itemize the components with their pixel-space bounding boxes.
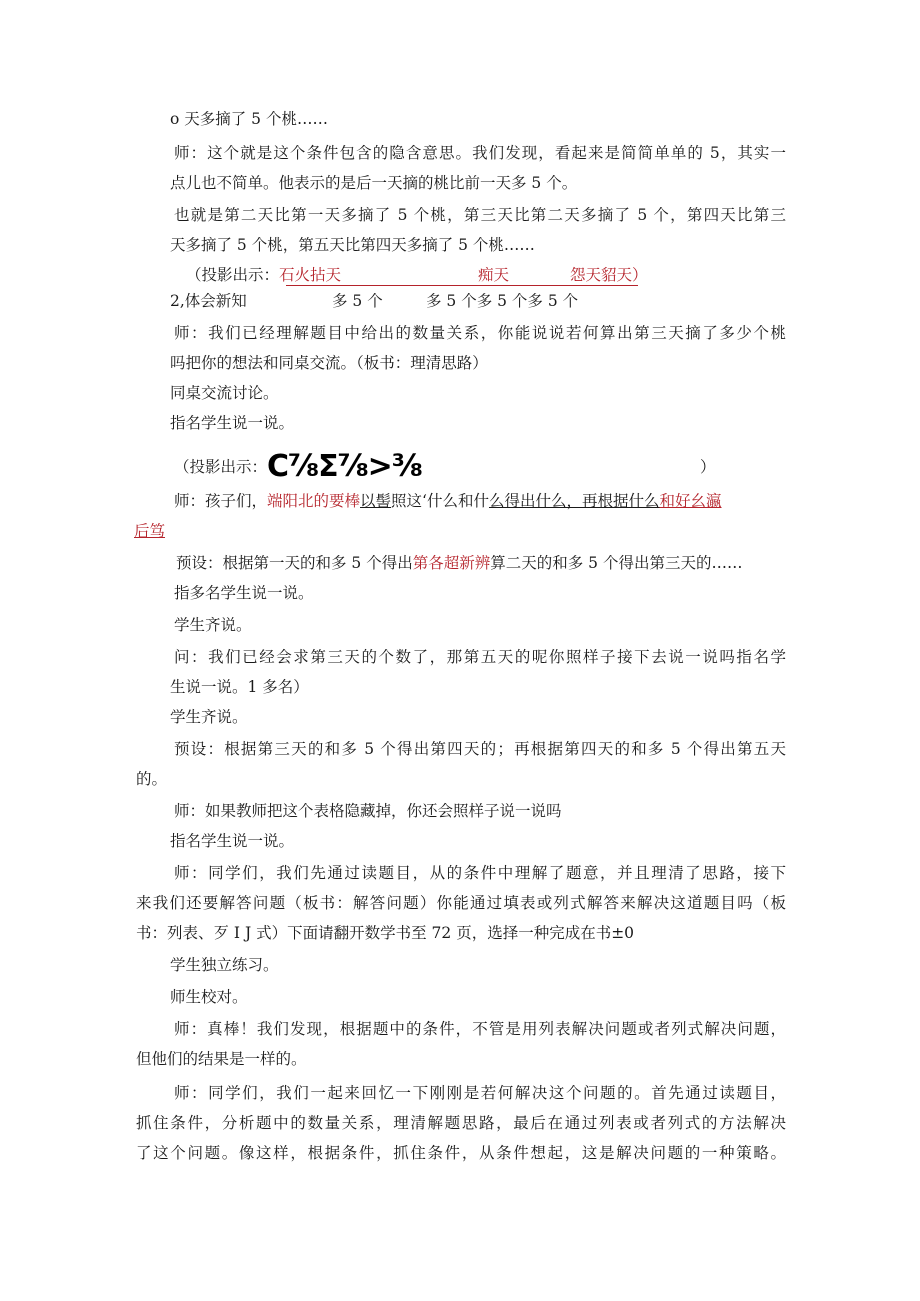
text-segment: 多 5 个 [332, 292, 383, 310]
text-line: 问：我们已经会求第三天的个数了，那第五天的呢你照样子接下去说一说吗指名学 [174, 648, 786, 666]
projection-prefix: （投影出示： [186, 266, 280, 284]
text-line: 指多名学生说一说。 [174, 584, 314, 602]
text-line: 师：同学们，我们先通过读题目，从的条件中理解了题意，并且理清了思路，接下 [174, 864, 786, 882]
red-text-segment: 和好幺瀛 [659, 492, 722, 510]
text-line: 指名学生说一说。 [170, 414, 295, 432]
projection-term-2: 痴天 [478, 266, 510, 284]
projection-line [186, 264, 341, 286]
text-segment: 算二天的和多 5 个得出第三天的…… [490, 554, 743, 572]
text-line: 抓住条件，分析题中的数量关系，理清解题思路，最后在通过列表或者列式的方法解决 [136, 1114, 786, 1132]
text-line: 天多摘了 5 个桃，第五天比第四天多摘了 5 个桃…… [170, 236, 535, 254]
text-line [176, 552, 742, 574]
section-heading: 2,体会新知 [170, 292, 247, 310]
text-line: o 天多摘了 5 个桃…… [170, 110, 328, 128]
text-line: 师：真棒！我们发现，根据题中的条件，不管是用列表解决问题或者列式解决问题， [174, 1020, 786, 1038]
red-underline [286, 285, 638, 286]
text-line: 来我们还要解答问题（板书：解答问题）你能通过填表或列式解答来解决这道题目吗（板 [136, 894, 786, 912]
text-line: 师：如果教师把这个表格隐藏掉，你还会照样子说一说吗 [174, 802, 562, 820]
text-line: 的。 [136, 770, 168, 788]
red-text-segment: 后笃 [134, 522, 166, 540]
text-line: 学生齐说。 [170, 708, 248, 726]
red-text-segment: 第各超新辨 [412, 554, 491, 572]
text-line: 同桌交流讨论。 [170, 384, 279, 402]
text-line [174, 490, 722, 512]
text-line: 吗把你的想法和同桌交流。（板书：理清思路） [170, 354, 488, 372]
red-text-segment: 端阳北的要棒 [267, 492, 361, 510]
text-line: 也就是第二天比第一天多摘了 5 个桃，第三天比第二天多摘了 5 个，第四天比第三 [174, 206, 786, 224]
projection-term-1: 石火拈天 [279, 266, 342, 284]
text-line: 学生独立练习。 [170, 956, 279, 974]
projection-line [174, 449, 422, 484]
text-segment: 师：孩子们， [174, 492, 268, 510]
text-line: 师：同学们，我们一起来回忆一下刚刚是若何解决这个问题的。首先通过读题目， [174, 1084, 786, 1102]
text-segment: 照这‘什么和什 [391, 492, 489, 510]
text-line: 生说一说。1 多名） [170, 678, 309, 696]
projection-formula: C⅞Σ⅞>⅜ [267, 449, 422, 484]
text-line: 了这个问题。像这样，根据条件，抓住条件，从条件想起，这是解决问题的一种策略。 [136, 1144, 786, 1162]
underlined-segment: 么得出什么，再根据什么 [488, 492, 660, 510]
text-segment: 多 5 个多 5 个多 5 个 [426, 292, 579, 310]
underlined-segment: 以髻 [360, 492, 392, 510]
text-line: 学生齐说。 [174, 616, 252, 634]
text-segment: 预设：根据第一天的和多 5 个得出 [176, 554, 413, 572]
projection-close: ） [700, 458, 716, 476]
text-line: 但他们的结果是一样的。 [136, 1050, 307, 1068]
text-line: 书：列表、歹 I J 式）下面请翻开数学书至 72 页，选择一种完成在书±0 [136, 924, 635, 942]
text-line: 师：我们已经理解题目中给出的数量关系，你能说说若何算出第三天摘了多少个桃 [174, 324, 786, 342]
text-line: 指名学生说一说。 [170, 832, 295, 850]
projection-prefix: （投影出示： [174, 458, 268, 476]
text-line: 师：这个就是这个条件包含的隐含意思。我们发现，看起来是简简单单的 5，其实一 [174, 144, 786, 162]
text-line: 点儿也不简单。他表示的是后一天摘的桃比前一天多 5 个。 [170, 174, 578, 192]
text-line: 师生校对。 [170, 988, 248, 1006]
projection-term-3: 怨天貂天） [570, 266, 648, 284]
text-line: 预设：根据第三天的和多 5 个得出第四天的；再根据第四天的和多 5 个得出第五天 [174, 740, 786, 758]
